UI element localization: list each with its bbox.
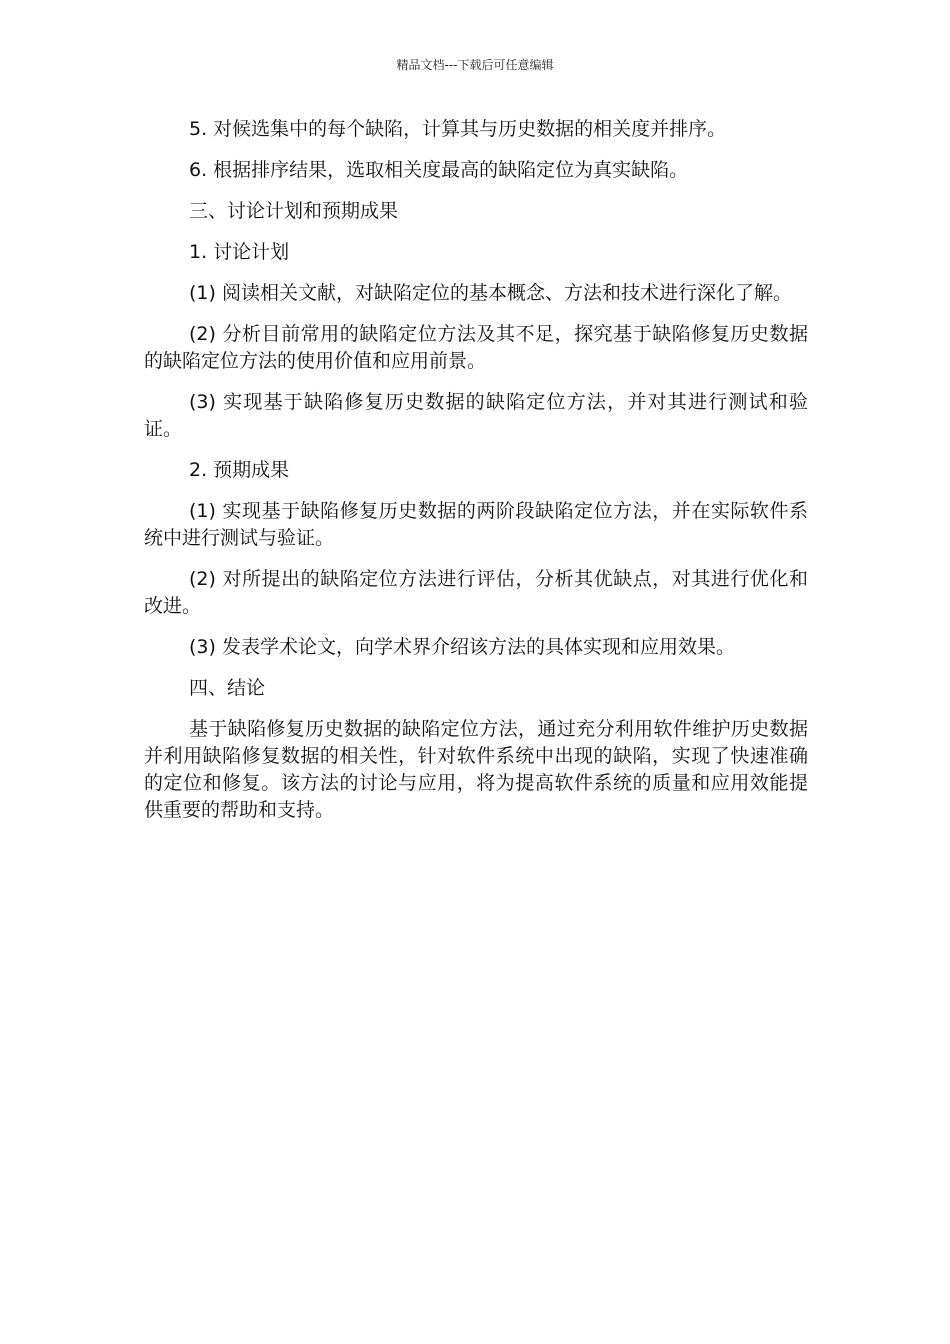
- section-heading-plan-and-outcomes: 三、讨论计划和预期成果: [189, 200, 399, 222]
- outcome-item-1: (1) 实现基于缺陷修复历史数据的两阶段缺陷定位方法，并在实际软件系统中进行测试与验证。: [144, 500, 808, 549]
- step-6-paragraph: 6. 根据排序结果，选取相关度最高的缺陷定位为真实缺陷。: [189, 159, 689, 181]
- plan-item-2: (2) 分析目前常用的缺陷定位方法及其不足，探究基于缺陷修复历史数据的缺陷定位方法的使用价值和应用前景。: [144, 323, 808, 372]
- outcome-item-3: (3) 发表学术论文，向学术界介绍该方法的具体实现和应用效果。: [189, 636, 735, 658]
- section-heading-conclusion: 四、结论: [189, 677, 266, 699]
- conclusion-paragraph: 基于缺陷修复历史数据的缺陷定位方法，通过充分利用软件维护历史数据并利用缺陷修复数据的相关性，针对软件系统中出现的缺陷，实现了快速准确的定位和修复。该方法的讨论与应用，将为提高软件系统的质量和应用效能提供重要的帮助和支持。: [144, 718, 808, 821]
- document-body: [144, 116, 808, 838]
- page-header: 精品文档---下载后可任意编辑: [396, 58, 554, 72]
- plan-item-1: (1) 阅读相关文献，对缺陷定位的基本概念、方法和技术进行深化了解。: [189, 282, 792, 304]
- plan-item-3: (3) 实现基于缺陷修复历史数据的缺陷定位方法，并对其进行测试和验证。: [144, 391, 808, 440]
- outcome-item-2: (2) 对所提出的缺陷定位方法进行评估，分析其优缺点，对其进行优化和改进。: [144, 568, 808, 617]
- subheading-discussion-plan: 1. 讨论计划: [189, 241, 290, 263]
- subheading-expected-outcomes: 2. 预期成果: [189, 459, 290, 481]
- step-5-paragraph: 5. 对候选集中的每个缺陷，计算其与历史数据的相关度并排序。: [189, 118, 727, 140]
